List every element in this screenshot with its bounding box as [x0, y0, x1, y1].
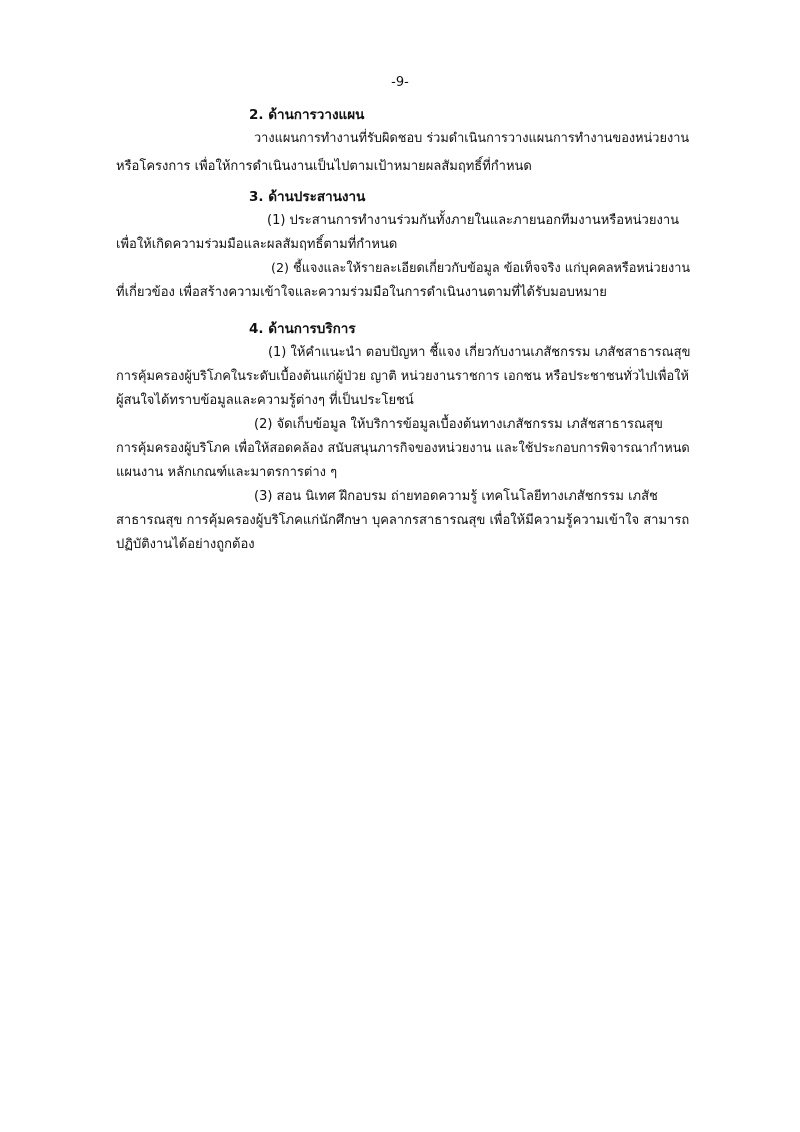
paragraph-line: แผนงาน หลักเกณฑ์และมาตรการต่าง ๆ — [116, 465, 338, 480]
section-heading-planning: 2. ด้านการวางแผน — [249, 107, 365, 123]
paragraph-line: (2) จัดเก็บข้อมูล ให้บริการข้อมูลเบื้องต้นทางเภสัชกรรม เภสัชสาธารณสุข — [254, 417, 663, 432]
paragraph-line: การคุ้มครองผู้บริโภค เพื่อให้สอดคล้อง สนับสนุนภารกิจของหน่วยงาน และใช้ประกอบการพิจารณากำหนด — [116, 441, 690, 456]
paragraph-line: (1) ประสานการทำงานร่วมกันทั้งภายในและภายนอกทีมงานหรือหน่วยงาน — [267, 213, 680, 228]
paragraph-line: การคุ้มครองผู้บริโภคในระดับเบื้องต้นแก่ผู้ป่วย ญาติ หน่วยงานราชการ เอกชน หรือประชาชนทั่วไปเพื่อให้ — [116, 369, 689, 384]
paragraph-line: ผู้สนใจได้ทราบข้อมูลและความรู้ต่างๆ ที่เป็นประโยชน์ — [116, 393, 414, 408]
paragraph-line: ปฏิบัติงานได้อย่างถูกต้อง — [116, 537, 255, 552]
paragraph-line: (2) ชี้แจงและให้รายละเอียดเกี่ยวกับข้อมูล ข้อเท็จจริง แก่บุคคลหรือหน่วยงาน — [271, 261, 691, 276]
paragraph-line: (1) ให้คำแนะนำ ตอบปัญหา ชี้แจง เกี่ยวกับงานเภสัชกรรม เภสัชสาธารณสุข — [268, 345, 691, 360]
paragraph-line: วางแผนการทำงานที่รับผิดชอบ ร่วมดำเนินการวางแผนการทำงานของหน่วยงาน — [254, 131, 690, 146]
paragraph-line: สาธารณสุข การคุ้มครองผู้บริโภคแก่นักศึกษา บุคลากรสาธารณสุข เพื่อให้มีความรู้ความเข้าใจ สามารถ — [116, 513, 690, 528]
paragraph-line: ที่เกี่ยวข้อง เพื่อสร้างความเข้าใจและความร่วมมือในการดำเนินงานตามที่ได้รับมอบหมาย — [116, 285, 607, 300]
page-number: -9- — [391, 75, 409, 90]
section-heading-service: 4. ด้านการบริการ — [249, 321, 356, 337]
section-heading-coordination: 3. ด้านประสานงาน — [249, 189, 366, 205]
paragraph-line: เพื่อให้เกิดความร่วมมือและผลสัมฤทธิ์ตามที่กำหนด — [116, 237, 398, 252]
paragraph-line: หรือโครงการ เพื่อให้การดำเนินงานเป็นไปตามเป้าหมายผลสัมฤทธิ์ที่กำหนด — [116, 159, 532, 174]
paragraph-line: (3) สอน นิเทศ ฝึกอบรม ถ่ายทอดความรู้ เทคโนโลยีทางเภสัชกรรม เภสัช — [254, 489, 658, 504]
